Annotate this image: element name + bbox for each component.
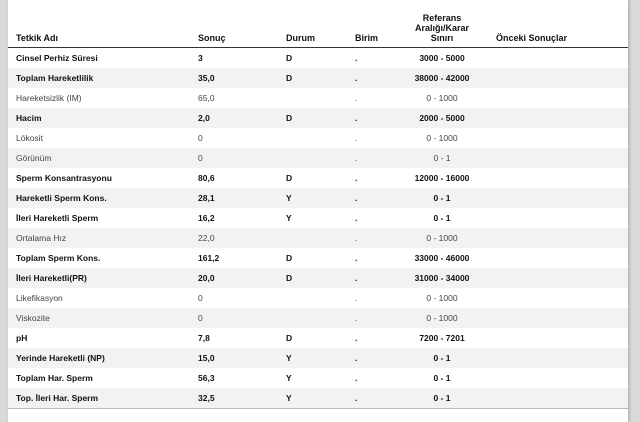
header-test-name: Tetkik Adı [16,33,59,43]
test-name-cell: Hacim [16,113,42,123]
table-row [8,288,628,308]
unit-cell: . [355,333,358,343]
status-cell: D [286,173,293,183]
test-name-cell: Lökosit [16,133,43,143]
test-name-cell: Ortalama Hız [16,233,67,243]
status-cell: Y [286,393,292,403]
results-table-body [8,48,628,408]
table-row [8,368,628,388]
test-name-cell: Top. İleri Har. Sperm [16,393,99,403]
status-cell: Y [286,353,292,363]
status-cell: Y [286,213,292,223]
table-row [8,188,628,208]
test-name-cell: pH [16,333,28,343]
unit-cell: . [355,393,358,403]
reference-range-cell: 0 - 1 [433,393,451,403]
status-cell: D [286,273,293,283]
reference-range-cell: 0 - 1 [433,373,451,383]
result-cell: 2,0 [198,113,210,123]
table-header [8,0,628,48]
test-name-cell: İleri Hareketli(PR) [16,273,87,283]
test-name-cell: Likefikasyon [16,293,63,303]
table-row [8,88,628,108]
header-status: Durum [286,33,315,43]
table-row [8,108,628,128]
result-cell: 20,0 [198,273,215,283]
table-row [8,148,628,168]
reference-range-cell: 31000 - 34000 [414,273,470,283]
report-page [8,0,628,422]
unit-cell: . [355,253,358,263]
reference-range-cell: 0 - 1 [433,213,451,223]
reference-range-cell: 0 - 1000 [426,133,458,143]
table-row [8,68,628,88]
test-name-cell: Toplam Sperm Kons. [16,253,101,263]
unit-cell: . [355,213,358,223]
header-previous-results: Önceki Sonuçlar [496,33,568,43]
result-cell: 0 [198,133,203,143]
status-cell: D [286,113,293,123]
test-name-cell: İleri Hareketli Sperm [16,213,99,223]
reference-range-cell: 0 - 1000 [426,313,458,323]
unit-cell: . [355,93,358,103]
reference-range-cell: 0 - 1 [433,353,451,363]
header-reference [398,13,486,43]
reference-range-cell: 7200 - 7201 [419,333,465,343]
reference-range-cell: 0 - 1000 [426,233,458,243]
reference-range-cell: 0 - 1 [433,193,451,203]
result-cell: 3 [198,53,203,63]
reference-range-cell: 0 - 1000 [426,93,458,103]
table-row [8,268,628,288]
unit-cell: . [355,193,358,203]
reference-range-cell: 2000 - 5000 [419,113,465,123]
reference-range-cell: 0 - 1 [433,153,451,163]
result-cell: 65,0 [198,93,215,103]
result-cell: 15,0 [198,353,215,363]
unit-cell: . [355,233,358,243]
unit-cell: . [355,353,358,363]
result-cell: 7,8 [198,333,210,343]
reference-range-cell: 0 - 1000 [426,293,458,303]
test-name-cell: Viskozite [16,313,50,323]
status-cell: Y [286,373,292,383]
unit-cell: . [355,113,358,123]
status-cell: D [286,333,293,343]
test-name-cell: Toplam Har. Sperm [16,373,93,383]
status-cell: D [286,253,293,263]
unit-cell: . [355,273,358,283]
result-cell: 22,0 [198,233,215,243]
unit-cell: . [355,293,358,303]
table-row [8,48,628,68]
table-row [8,308,628,328]
header-reference-line3: Sınırı [430,33,454,43]
status-cell: Y [286,193,292,203]
test-name-cell: Hareketli Sperm Kons. [16,193,107,203]
unit-cell: . [355,313,358,323]
table-row [8,208,628,228]
result-cell: 0 [198,313,203,323]
reference-range-cell: 3000 - 5000 [419,53,465,63]
test-name-cell: Toplam Hareketlilik [16,73,94,83]
test-name-cell: Görünüm [16,153,52,163]
header-reference-line1: Referans [422,13,462,23]
status-cell: D [286,73,293,83]
test-name-cell: Cinsel Perhiz Süresi [16,53,98,63]
test-name-cell: Hareketsizlik (IM) [16,93,82,103]
status-cell: D [286,53,293,63]
result-cell: 32,5 [198,393,215,403]
reference-range-cell: 38000 - 42000 [414,73,470,83]
result-cell: 35,0 [198,73,215,83]
unit-cell: . [355,153,358,163]
table-row [8,388,628,408]
header-reference-line2: Aralığı/Karar [414,23,470,33]
table-row [8,328,628,348]
table-row [8,228,628,248]
unit-cell: . [355,173,358,183]
result-cell: 0 [198,293,203,303]
test-name-cell: Sperm Konsantrasyonu [16,173,112,183]
result-cell: 56,3 [198,373,215,383]
unit-cell: . [355,133,358,143]
unit-cell: . [355,53,358,63]
table-row [8,168,628,188]
unit-cell: . [355,373,358,383]
table-row [8,248,628,268]
test-name-cell: Yerinde Hareketli (NP) [16,353,105,363]
table-row [8,128,628,148]
table-row [8,348,628,368]
result-cell: 28,1 [198,193,215,203]
result-cell: 161,2 [198,253,220,263]
bottom-divider [8,408,628,409]
reference-range-cell: 33000 - 46000 [414,253,470,263]
result-cell: 16,2 [198,213,215,223]
header-unit: Birim [355,33,379,43]
result-cell: 80,6 [198,173,215,183]
header-result: Sonuç [198,33,226,43]
result-cell: 0 [198,153,203,163]
unit-cell: . [355,73,358,83]
reference-range-cell: 12000 - 16000 [414,173,470,183]
